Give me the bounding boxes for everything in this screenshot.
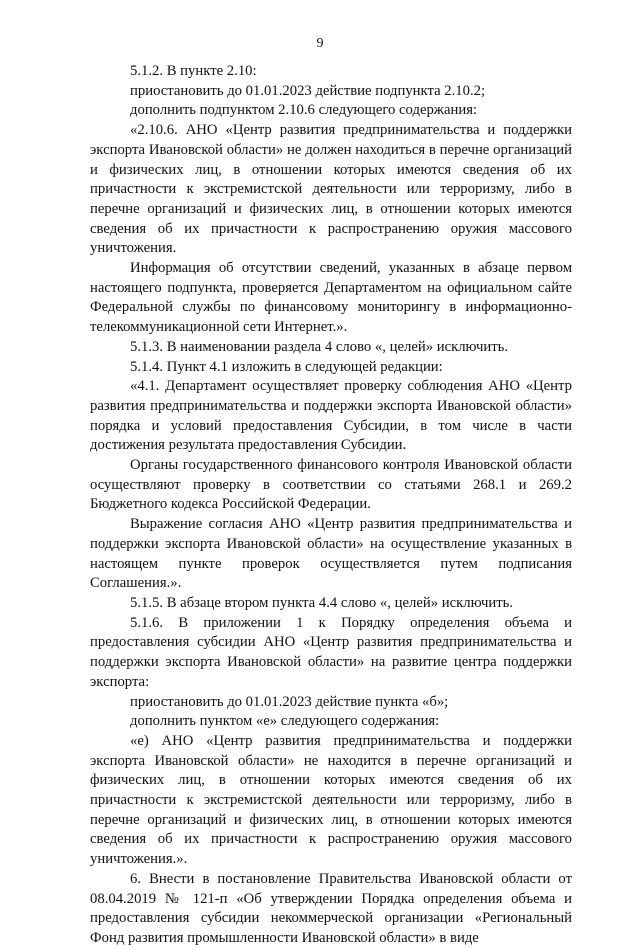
page-number: 9 (316, 36, 324, 51)
paragraph-4-1-text: «4.1. Департамент осуществляет проверку соблюдения АНО «Центр развития предпринимательства и поддержки экспорта Ивановской области» порядка и условий предоставления Субсидии, в том числе в части достижения результата предоставления Субсидии. (90, 378, 572, 454)
paragraph-state-control: Органы государственного финансового контроля Ивановской области осуществляют проверку в соответствии со статьями 268.1 и 269.2 Бюджетного кодекса Российской Федерации. (90, 457, 572, 513)
paragraph-5-1-2: 5.1.2. В пункте 2.10: (130, 63, 257, 79)
paragraph-suspend-b: приостановить до 01.01.2023 действие пункта «б»; (130, 693, 449, 710)
paragraph-add-e: дополнить пунктом «е» следующего содержания: (130, 713, 440, 730)
paragraph-5-1-6: 5.1.6. В приложении 1 к Порядку определения объема и предоставления субсидии АНО «Центр развития предпринимательства и поддержки экспорта Ивановской области» на развитие центра поддержки экспорта: (90, 614, 572, 690)
paragraph-add-2-10-6: дополнить подпунктом 2.10.6 следующего содержания: (130, 102, 478, 119)
paragraph-consent: Выражение согласия АНО «Центр развития предпринимательства и поддержки экспорта Ивановской области» на осуществление указанных в настоящем пункте проверок осуществляется путем подписания Соглашения.». (90, 516, 572, 592)
paragraph-e-text: «е) АНО «Центр развития предпринимательства и поддержки экспорта Ивановской области» не находится в перечне организаций и физических лиц, в отношении которых имеются сведения об их причастности к экстремистской деятельности или терроризму, либо в перечне организаций и физических лиц, в отношении которых имеются сведения об их причастности к распространению оружия массового уничтожения.». (90, 732, 572, 868)
paragraph-2-10-6-text: «2.10.6. АНО «Центр развития предпринимательства и поддержки экспорта Ивановской области» не должен находиться в перечне организаций и физических лиц, в отношении которых имеются сведения об их причастности к экстремистской деятельности или терроризму, либо в перечне организаций и физических лиц, в отношении которых имеются сведения об их причастности к распространению оружия массового уничтожения. (90, 122, 572, 257)
paragraph-6: 6. Внести в постановление Правительства Ивановской области от 08.04.2019 № 121-п «Об утверждении Порядка определения объема и предоставления субсидии некоммерческой организации «Региональный Фонд развития промышленности Ивановской области» в виде (90, 870, 572, 946)
paragraph-5-1-5: 5.1.5. В абзаце втором пункта 4.4 слово «, целей» исключить. (130, 594, 514, 611)
document-body (90, 62, 572, 949)
paragraph-5-1-3: 5.1.3. В наименовании раздела 4 слово «, целей» исключить. (130, 338, 509, 355)
paragraph-5-1-4: 5.1.4. Пункт 4.1 изложить в следующей редакции: (130, 358, 443, 375)
paragraph-suspend-2-10-2: приостановить до 01.01.2023 действие подпункта 2.10.2; (130, 82, 486, 99)
paragraph-info-check: Информация об отсутствии сведений, указанных в абзаце первом настоящего подпункта, проверяется Департаментом на официальном сайте Федеральной службы по финансовому мониторингу в информационно-телекоммуникационной сети Интернет.». (90, 260, 572, 336)
